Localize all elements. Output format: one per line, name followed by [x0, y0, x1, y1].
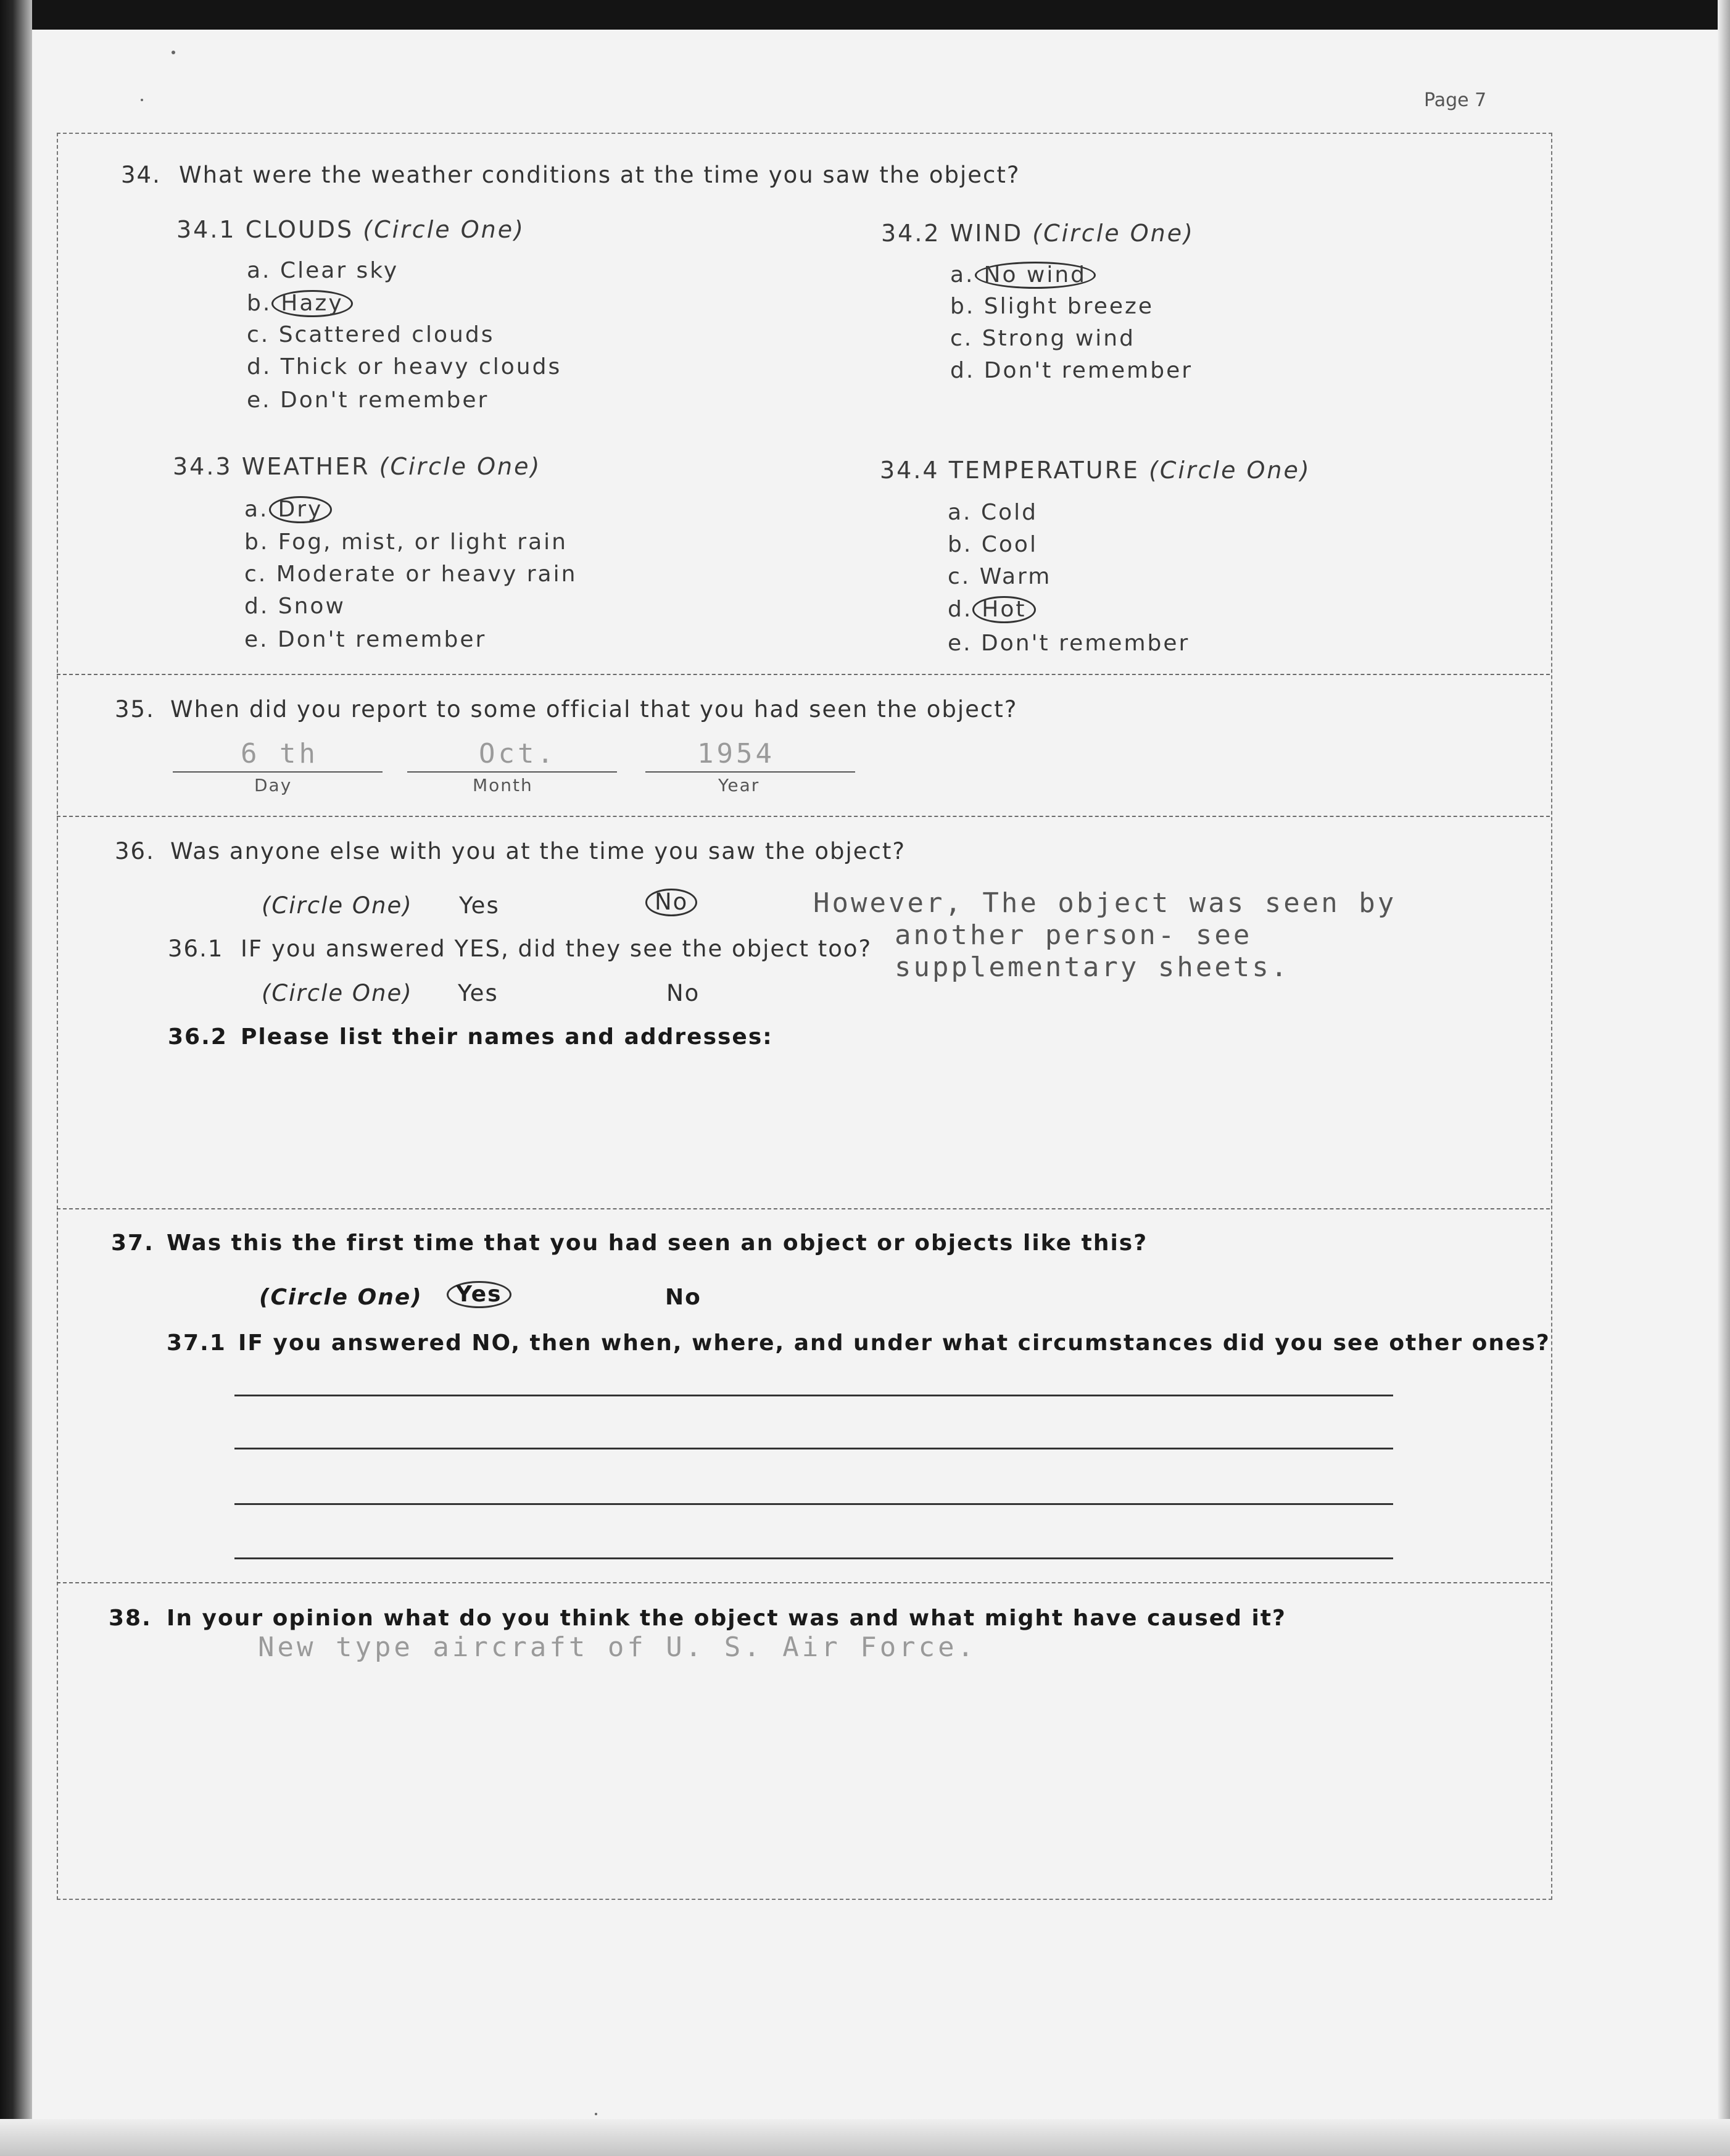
- q36-1-question: IF you answered YES, did they see the object too?: [241, 935, 872, 962]
- section-divider: [57, 674, 1550, 675]
- q35-question: When did you report to some official that you had seen the object?: [170, 696, 1018, 723]
- q36-1-no-option[interactable]: No: [666, 980, 700, 1006]
- wind-option-b[interactable]: [950, 294, 1154, 319]
- q38-question: In your opinion what do you think the object was and what might have caused it?: [167, 1606, 1286, 1631]
- option-text: Cold: [980, 500, 1038, 525]
- answer-line[interactable]: [234, 1395, 1393, 1396]
- wind-option-c[interactable]: [950, 326, 1135, 351]
- clouds-option-c[interactable]: [247, 322, 494, 347]
- answer-line[interactable]: [234, 1557, 1393, 1559]
- scan-border-bottom: [0, 2119, 1730, 2156]
- option-text: Don't remember: [280, 388, 489, 413]
- weather-number: 34.3: [173, 453, 233, 480]
- option-letter: b.: [244, 529, 270, 555]
- q35-number: 35.: [115, 696, 155, 723]
- scan-speck: [172, 51, 175, 54]
- option-letter: d.: [948, 597, 973, 622]
- temperature-option-d[interactable]: [948, 596, 1036, 623]
- answer-line[interactable]: [234, 1448, 1393, 1449]
- wind-option-a[interactable]: [950, 262, 1096, 289]
- section-divider: [57, 1208, 1550, 1209]
- temperature-option-b[interactable]: [948, 532, 1038, 557]
- selected-answer-circle: Hot: [972, 596, 1035, 623]
- q36-typed-note-line1: However, The object was seen by: [813, 887, 1397, 919]
- clouds-number: 34.1: [176, 216, 236, 243]
- option-text: Warm: [979, 564, 1052, 589]
- temperature-option-c[interactable]: [948, 564, 1051, 589]
- q36-typed-note-line2: another person- see: [895, 919, 1252, 951]
- q37-circle-one: (Circle One): [259, 1285, 423, 1310]
- option-letter: d.: [247, 354, 272, 379]
- selected-answer-circle: Hazy: [271, 290, 352, 317]
- option-text: Scattered clouds: [278, 322, 495, 347]
- report-day-value[interactable]: 6 th: [241, 738, 318, 769]
- option-text: Slight breeze: [983, 294, 1154, 319]
- q36-question: Was anyone else with you at the time you saw the object?: [170, 838, 906, 864]
- weather-option-b[interactable]: [244, 529, 568, 555]
- option-letter: d.: [950, 358, 975, 383]
- clouds-option-a[interactable]: [247, 258, 399, 283]
- day-label: Day: [254, 775, 292, 795]
- option-text: Cool: [981, 532, 1038, 557]
- option-letter: b.: [950, 294, 975, 319]
- q37-yes-option[interactable]: [447, 1281, 511, 1308]
- year-underline: [645, 771, 855, 773]
- report-year-value[interactable]: 1954: [697, 738, 775, 769]
- weather-option-e[interactable]: [244, 627, 486, 652]
- q36-circle-one: (Circle One): [262, 892, 413, 919]
- q38-typed-answer[interactable]: New type aircraft of U. S. Air Force.: [258, 1632, 977, 1663]
- temperature-option-e[interactable]: [948, 631, 1190, 656]
- weather-option-c[interactable]: [244, 562, 577, 587]
- selected-answer-circle: Dry: [269, 496, 333, 523]
- scan-speck: [595, 2113, 597, 2115]
- q36-1-circle-one: (Circle One): [262, 980, 413, 1006]
- option-text: Clear sky: [279, 258, 399, 283]
- weather-hint: (Circle One): [379, 453, 542, 480]
- section-divider: [57, 816, 1550, 817]
- wind-hint: (Circle One): [1032, 220, 1194, 247]
- q36-yes-option[interactable]: Yes: [459, 892, 500, 919]
- option-letter: c.: [244, 562, 268, 587]
- scan-border-right: [1718, 0, 1730, 2156]
- option-letter: a.: [247, 258, 271, 283]
- month-underline: [407, 771, 617, 773]
- q37-question: Was this the first time that you had seen an object or objects like this?: [167, 1230, 1148, 1256]
- selected-answer-circle: Yes: [447, 1281, 511, 1308]
- option-letter: e.: [247, 388, 271, 413]
- selected-answer-circle: No wind: [975, 262, 1096, 289]
- q37-number: 37.: [111, 1230, 154, 1256]
- q36-number: 36.: [115, 838, 155, 864]
- option-letter: b.: [247, 291, 272, 316]
- option-letter: c.: [948, 564, 971, 589]
- scan-speck: [141, 99, 143, 101]
- wind-title: WIND: [950, 220, 1024, 247]
- option-letter: a.: [244, 497, 269, 522]
- page-number: Page 7: [1424, 89, 1487, 111]
- answer-line[interactable]: [234, 1503, 1393, 1505]
- q36-2-number: 36.2: [168, 1024, 228, 1050]
- clouds-title: CLOUDS: [245, 216, 354, 243]
- option-text: Snow: [278, 594, 346, 619]
- temperature-number: 34.4: [880, 457, 940, 484]
- report-month-value[interactable]: Oct.: [479, 738, 557, 769]
- clouds-heading: [176, 216, 525, 243]
- option-text: Fog, mist, or light rain: [278, 529, 568, 555]
- wind-number: 34.2: [881, 220, 941, 247]
- option-letter: d.: [244, 594, 270, 619]
- weather-option-a[interactable]: [244, 496, 332, 523]
- q34-number: 34.: [121, 162, 161, 188]
- weather-heading: [173, 453, 541, 480]
- selected-answer-circle: No: [645, 889, 697, 916]
- clouds-option-e[interactable]: [247, 388, 489, 413]
- option-letter: c.: [950, 326, 974, 351]
- day-underline: [173, 771, 383, 773]
- clouds-hint: (Circle One): [363, 216, 525, 243]
- weather-option-d[interactable]: [244, 594, 346, 619]
- q34-question: What were the weather conditions at the time you saw the object?: [179, 162, 1020, 188]
- option-letter: e.: [948, 631, 972, 656]
- option-letter: c.: [247, 322, 270, 347]
- temperature-option-a[interactable]: [948, 500, 1038, 525]
- option-text: Don't remember: [278, 627, 487, 652]
- q37-1-question: IF you answered NO, then when, where, and under what circumstances did you see other ones?: [238, 1330, 1550, 1356]
- month-label: Month: [473, 775, 533, 795]
- clouds-option-b[interactable]: [247, 290, 353, 317]
- wind-heading: [881, 220, 1194, 247]
- q36-no-option[interactable]: [645, 889, 697, 916]
- q38-number: 38.: [109, 1606, 152, 1631]
- q36-1-number: 36.1: [168, 935, 224, 962]
- option-letter: a.: [950, 262, 975, 288]
- clouds-option-d[interactable]: [247, 354, 561, 379]
- temperature-title: TEMPERATURE: [948, 457, 1140, 484]
- weather-title: WEATHER: [241, 453, 370, 480]
- scan-border-top: [0, 0, 1730, 30]
- option-text: Moderate or heavy rain: [276, 562, 577, 587]
- option-letter: e.: [244, 627, 269, 652]
- q37-no-option[interactable]: No: [665, 1285, 702, 1310]
- option-letter: b.: [948, 532, 973, 557]
- scan-border-left: [0, 0, 32, 2156]
- option-text: Don't remember: [981, 631, 1190, 656]
- temperature-hint: (Circle One): [1149, 457, 1311, 484]
- year-label: Year: [718, 775, 760, 795]
- section-divider: [57, 1582, 1550, 1583]
- option-text: Strong wind: [982, 326, 1135, 351]
- temperature-heading: [880, 457, 1311, 484]
- wind-option-d[interactable]: [950, 358, 1193, 383]
- q37-1-number: 37.1: [167, 1330, 226, 1356]
- q36-typed-note-line3: supplementary sheets.: [895, 952, 1290, 983]
- q36-1-yes-option[interactable]: Yes: [458, 980, 499, 1006]
- q36-2-question: Please list their names and addresses:: [241, 1024, 773, 1050]
- option-letter: a.: [948, 500, 972, 525]
- option-text: Thick or heavy clouds: [280, 354, 562, 379]
- option-text: Don't remember: [983, 358, 1193, 383]
